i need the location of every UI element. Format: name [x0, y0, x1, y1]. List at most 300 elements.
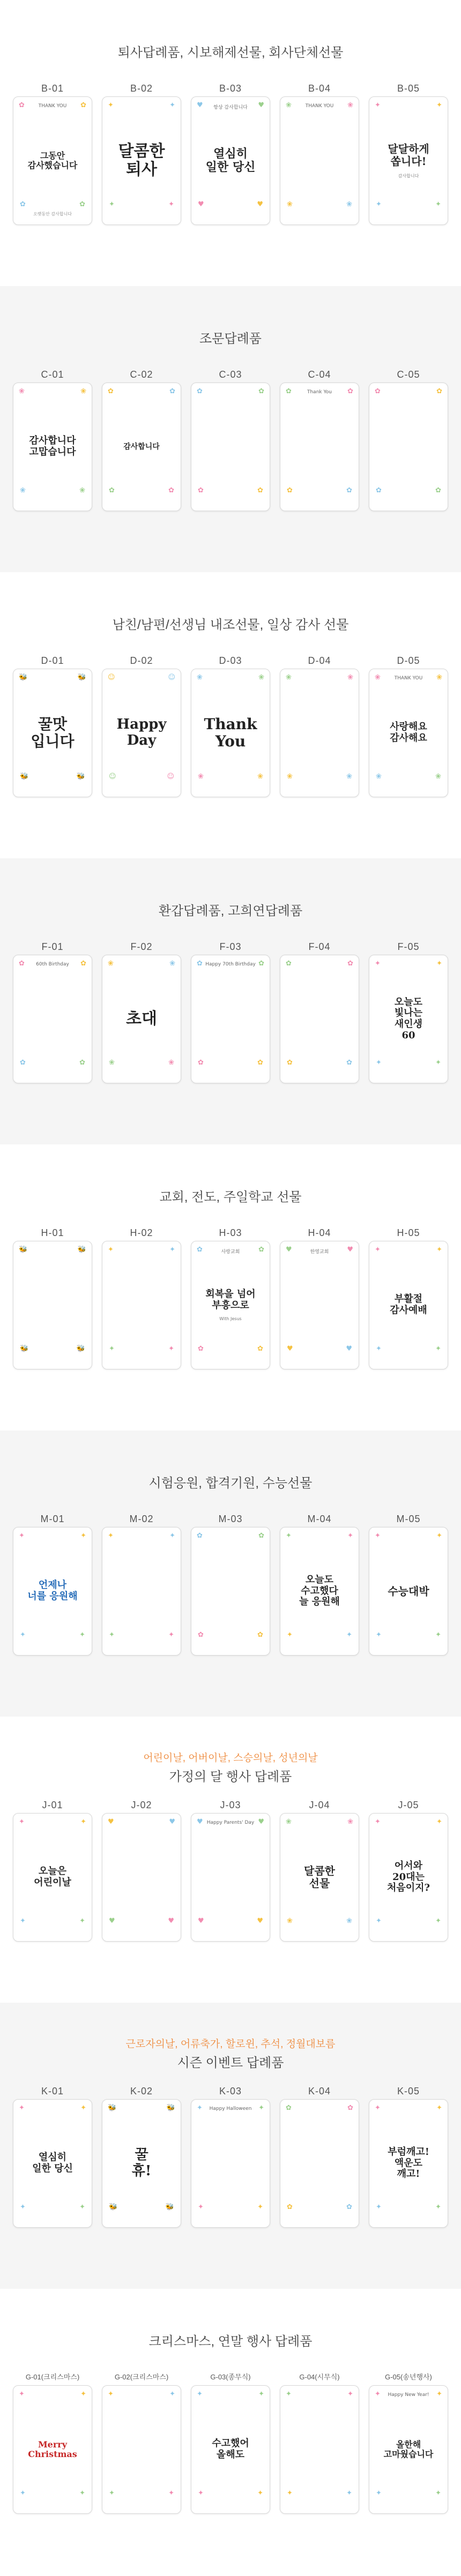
- section-title: 조문답례품: [199, 332, 262, 346]
- decoration-icon: ✿: [346, 486, 352, 495]
- card-message: 열심히 일한 당신: [32, 2152, 73, 2174]
- decoration-icon: ❀: [109, 1059, 115, 1067]
- product-card[interactable]: [280, 1813, 359, 1942]
- card-message: 어서와 20대는 처음이지?: [386, 1860, 430, 1894]
- product-code: K-03: [219, 2086, 242, 2096]
- product-code: H-01: [41, 1227, 64, 1238]
- decoration-icon: ✿: [258, 387, 264, 395]
- product-code: F-02: [130, 941, 153, 952]
- section-1: [0, 0, 461, 286]
- product-item[interactable]: [101, 939, 182, 1083]
- decoration-icon: ♥: [257, 200, 263, 208]
- product-card[interactable]: [102, 96, 181, 225]
- product-code: H-04: [308, 1227, 331, 1238]
- decoration-icon: ✦: [109, 2489, 115, 2497]
- decoration-icon: ✿: [286, 2104, 292, 2112]
- product-code: G-05(송년행사): [385, 2373, 432, 2381]
- product-item[interactable]: [368, 939, 449, 1083]
- decoration-icon: ✦: [436, 101, 442, 109]
- decoration-icon: ✦: [435, 1917, 441, 1925]
- decoration-icon: ✦: [169, 1246, 175, 1254]
- decoration-icon: ✦: [375, 101, 381, 109]
- decoration-icon: ✦: [376, 2203, 382, 2211]
- decoration-icon: ❀: [79, 486, 85, 495]
- card-sub-text: With Jesus: [219, 1316, 242, 1322]
- decoration-icon: ♥: [109, 1917, 115, 1925]
- product-code: G-03(종무식): [210, 2373, 251, 2381]
- product-item[interactable]: [279, 1511, 360, 1656]
- product-item[interactable]: [12, 939, 93, 1083]
- section-9: [0, 2289, 461, 2575]
- card-top-text: Happy Parents' Day: [206, 1820, 255, 1825]
- product-grid: [12, 1797, 449, 1942]
- decoration-icon: ✿: [197, 1246, 203, 1254]
- product-item[interactable]: [190, 1797, 271, 1942]
- card-top-text: Happy New Year!: [388, 2392, 429, 2398]
- decoration-icon: ✿: [287, 1059, 293, 1067]
- decoration-icon: 🐝: [165, 2203, 174, 2211]
- product-card[interactable]: [369, 383, 448, 511]
- product-card[interactable]: [102, 1527, 181, 1656]
- card-top-text: Happy Halloween: [209, 2106, 252, 2111]
- product-code: J-03: [220, 1800, 241, 1810]
- product-item[interactable]: [279, 1225, 360, 1369]
- decoration-icon: ✦: [436, 2104, 442, 2112]
- product-item[interactable]: [190, 2083, 271, 2228]
- decoration-icon: ✦: [346, 2489, 352, 2497]
- decoration-icon: 🐝: [19, 673, 28, 682]
- product-card[interactable]: [280, 96, 359, 225]
- decoration-icon: ❀: [435, 773, 441, 781]
- decoration-icon: ❀: [346, 200, 352, 208]
- product-code: J-01: [42, 1800, 63, 1810]
- decoration-icon: ❀: [198, 773, 204, 781]
- product-code: K-01: [41, 2086, 64, 2096]
- product-item[interactable]: [190, 80, 271, 225]
- product-item[interactable]: [12, 2369, 93, 2514]
- product-item[interactable]: [368, 2369, 449, 2514]
- decoration-icon: ❀: [80, 387, 86, 395]
- product-card[interactable]: [369, 955, 448, 1083]
- product-card[interactable]: [280, 1527, 359, 1656]
- decoration-icon: ✦: [79, 2203, 85, 2211]
- decoration-icon: ✦: [376, 200, 382, 208]
- product-item[interactable]: [12, 1511, 93, 1656]
- product-grid: [12, 939, 449, 1083]
- decoration-icon: ✿: [19, 960, 25, 968]
- decoration-icon: ✿: [198, 1059, 204, 1067]
- decoration-icon: 🐝: [76, 773, 85, 781]
- product-card[interactable]: [369, 1241, 448, 1369]
- product-item[interactable]: [12, 1797, 93, 1942]
- product-code: G-04(시무식): [299, 2373, 340, 2381]
- card-message: 감사합니다 고맙습니다: [29, 435, 76, 458]
- product-item[interactable]: [190, 1511, 271, 1656]
- product-item[interactable]: [368, 653, 449, 797]
- product-item[interactable]: [101, 1511, 182, 1656]
- product-item[interactable]: [101, 80, 182, 225]
- product-code: G-02(크리스마스): [114, 2373, 169, 2381]
- decoration-icon: ✦: [376, 1917, 382, 1925]
- product-item[interactable]: [12, 653, 93, 797]
- decoration-icon: ❀: [108, 960, 114, 968]
- product-card[interactable]: [280, 669, 359, 797]
- decoration-icon: ✦: [20, 2489, 26, 2497]
- decoration-icon: ✦: [375, 2390, 381, 2398]
- decoration-icon: ✿: [20, 1059, 26, 1067]
- product-item[interactable]: [12, 366, 93, 511]
- decoration-icon: ✿: [19, 101, 25, 109]
- decoration-icon: ✿: [169, 387, 175, 395]
- product-item[interactable]: [190, 653, 271, 797]
- decoration-icon: ✦: [287, 2489, 293, 2497]
- decoration-icon: ✦: [169, 2390, 175, 2398]
- product-card[interactable]: [280, 955, 359, 1083]
- decoration-icon: 🐝: [109, 2203, 118, 2211]
- product-item[interactable]: [368, 366, 449, 511]
- decoration-icon: ✿: [80, 960, 86, 968]
- product-card[interactable]: [102, 1241, 181, 1369]
- card-message: 부활절 감사예배: [390, 1293, 427, 1316]
- card-message: 회복을 넘어 부흥으로: [205, 1288, 256, 1311]
- product-code: B-04: [308, 83, 331, 94]
- product-item[interactable]: [368, 80, 449, 225]
- decoration-icon: ❀: [197, 673, 203, 682]
- decoration-icon: ✦: [80, 2104, 86, 2112]
- product-item[interactable]: [279, 1797, 360, 1942]
- product-code: M-04: [307, 1514, 332, 1524]
- product-code: D-03: [219, 655, 242, 666]
- decoration-icon: ✦: [109, 200, 115, 208]
- product-card[interactable]: [102, 1813, 181, 1942]
- product-code: D-04: [308, 655, 331, 666]
- product-item[interactable]: [279, 80, 360, 225]
- product-item[interactable]: [190, 2369, 271, 2514]
- decoration-icon: ✦: [168, 2489, 174, 2497]
- product-card[interactable]: [102, 2385, 181, 2514]
- product-item[interactable]: [368, 1511, 449, 1656]
- decoration-icon: ✦: [20, 2203, 26, 2211]
- card-message: Merry Christmas: [28, 2439, 77, 2459]
- decoration-icon: ❀: [286, 101, 292, 109]
- decoration-icon: 🐝: [108, 2104, 117, 2112]
- decoration-icon: ♥: [258, 1818, 264, 1826]
- card-message: 그동안 감사했습니다: [27, 150, 78, 170]
- decoration-icon: ✦: [20, 1917, 26, 1925]
- decoration-icon: ✦: [435, 200, 441, 208]
- product-card[interactable]: [191, 669, 270, 797]
- product-card[interactable]: [280, 2385, 359, 2514]
- decoration-icon: ✿: [376, 486, 382, 495]
- product-card[interactable]: [191, 1527, 270, 1656]
- product-item[interactable]: [279, 2369, 360, 2514]
- decoration-icon: ✦: [79, 2489, 85, 2497]
- decoration-icon: ✿: [257, 1631, 263, 1639]
- decoration-icon: ✦: [108, 1532, 114, 1540]
- product-code: B-01: [41, 83, 64, 94]
- decoration-icon: ❀: [286, 1818, 292, 1826]
- product-card[interactable]: [191, 2385, 270, 2514]
- section-subtitle: 근로자의날, 어류축가, 할로윈, 추석, 정월대보름: [125, 2039, 336, 2050]
- product-item[interactable]: [368, 2083, 449, 2228]
- decoration-icon: ✦: [436, 1246, 442, 1254]
- decoration-icon: ✿: [80, 101, 86, 109]
- product-card[interactable]: [369, 669, 448, 797]
- decoration-icon: ♥: [198, 200, 204, 208]
- card-message: 언제나 너를 응원해: [27, 1579, 78, 1602]
- product-code: K-02: [130, 2086, 153, 2096]
- decoration-icon: ✦: [435, 1059, 441, 1067]
- product-item[interactable]: [279, 366, 360, 511]
- product-item[interactable]: [368, 1225, 449, 1369]
- decoration-icon: ✦: [287, 1631, 293, 1639]
- product-card[interactable]: [280, 1241, 359, 1369]
- decoration-icon: ✿: [79, 1059, 85, 1067]
- product-item[interactable]: [101, 366, 182, 511]
- decoration-icon: ✦: [257, 2203, 263, 2211]
- decoration-icon: ☺: [108, 673, 115, 682]
- decoration-icon: ♥: [198, 1917, 204, 1925]
- decoration-icon: ✦: [198, 2203, 204, 2211]
- decoration-icon: ✿: [347, 2104, 353, 2112]
- product-item[interactable]: [368, 1797, 449, 1942]
- decoration-icon: ❀: [375, 673, 381, 682]
- product-code: F-05: [397, 941, 420, 952]
- card-message: Thank You: [204, 715, 257, 750]
- section-title: 환갑답례품, 고희연답례품: [158, 904, 303, 918]
- product-code: H-05: [397, 1227, 420, 1238]
- decoration-icon: ✦: [109, 1345, 115, 1353]
- product-card[interactable]: [191, 2099, 270, 2228]
- section-title: 가정의 달 행사 답례품: [169, 1770, 292, 1784]
- card-top-text: Happy 70th Birthday: [205, 962, 256, 967]
- product-item[interactable]: [12, 1225, 93, 1369]
- decoration-icon: ✿: [197, 1532, 203, 1540]
- decoration-icon: ✦: [436, 960, 442, 968]
- product-grid: [12, 80, 449, 225]
- product-card[interactable]: [13, 1241, 92, 1369]
- product-card[interactable]: [13, 96, 92, 225]
- decoration-icon: ✦: [286, 2390, 292, 2398]
- product-grid: [12, 366, 449, 511]
- product-item[interactable]: [101, 653, 182, 797]
- product-card[interactable]: [280, 2099, 359, 2228]
- product-card[interactable]: [102, 383, 181, 511]
- decoration-icon: ✿: [346, 2203, 352, 2211]
- product-card[interactable]: [13, 669, 92, 797]
- product-card[interactable]: [13, 1527, 92, 1656]
- card-top-text: 항상 감사합니다: [213, 105, 248, 110]
- decoration-icon: ✦: [436, 1532, 442, 1540]
- decoration-icon: 🐝: [76, 1345, 85, 1353]
- decoration-icon: ✦: [376, 2489, 382, 2497]
- decoration-icon: ❀: [376, 773, 382, 781]
- decoration-icon: ❀: [286, 673, 292, 682]
- product-code: C-01: [41, 369, 64, 380]
- product-grid: [12, 653, 449, 797]
- decoration-icon: ✿: [168, 486, 174, 495]
- decoration-icon: ✦: [168, 1631, 174, 1639]
- section-title: 퇴사답례품, 시보해제선물, 회사단체선물: [117, 46, 344, 60]
- decoration-icon: ✦: [108, 1246, 114, 1254]
- decoration-icon: ✿: [198, 1631, 204, 1639]
- product-card[interactable]: [191, 955, 270, 1083]
- decoration-icon: 🐝: [20, 773, 29, 781]
- decoration-icon: ❀: [346, 1917, 352, 1925]
- decoration-icon: ❀: [347, 1818, 353, 1826]
- decoration-icon: ✿: [258, 960, 264, 968]
- decoration-icon: ❀: [347, 673, 353, 682]
- decoration-icon: ✦: [376, 1345, 382, 1353]
- decoration-icon: ✦: [375, 1246, 381, 1254]
- decoration-icon: 🐝: [77, 673, 86, 682]
- decoration-icon: ✦: [169, 101, 175, 109]
- product-code: B-05: [397, 83, 420, 94]
- decoration-icon: ✿: [20, 200, 26, 208]
- decoration-icon: ✿: [79, 200, 85, 208]
- product-grid: [12, 2369, 449, 2514]
- section-title: 시험응원, 합격기원, 수능선물: [148, 1476, 313, 1491]
- product-code: M-02: [129, 1514, 154, 1524]
- decoration-icon: ✦: [435, 1631, 441, 1639]
- decoration-icon: ♥: [197, 1818, 203, 1826]
- decoration-icon: ❀: [20, 486, 26, 495]
- decoration-icon: ✦: [436, 2390, 442, 2398]
- product-card[interactable]: [13, 1813, 92, 1942]
- product-card[interactable]: [191, 383, 270, 511]
- decoration-icon: ✦: [80, 1818, 86, 1826]
- product-code: C-03: [219, 369, 242, 380]
- section-title: 시즌 이벤트 답례품: [177, 2056, 284, 2070]
- decoration-icon: ✦: [258, 2104, 264, 2112]
- product-card[interactable]: [369, 2099, 448, 2228]
- product-item[interactable]: [279, 2083, 360, 2228]
- decoration-icon: ☺: [167, 773, 174, 781]
- decoration-icon: ✿: [346, 1059, 352, 1067]
- product-card[interactable]: [102, 669, 181, 797]
- product-item[interactable]: [190, 939, 271, 1083]
- card-top-text: 60th Birthday: [36, 962, 69, 967]
- product-item[interactable]: [101, 1225, 182, 1369]
- decoration-icon: ❀: [169, 960, 175, 968]
- decoration-icon: ✿: [257, 486, 263, 495]
- card-top-text: THANK YOU: [394, 676, 423, 681]
- product-card[interactable]: [369, 1813, 448, 1942]
- decoration-icon: ♥: [169, 1818, 175, 1826]
- product-card[interactable]: [13, 955, 92, 1083]
- decoration-icon: ✦: [435, 1345, 441, 1353]
- decoration-icon: ✦: [347, 2390, 353, 2398]
- card-message: 달콤한 선물: [304, 1864, 335, 1890]
- product-code: J-04: [309, 1800, 330, 1810]
- decoration-icon: ✦: [197, 2104, 203, 2112]
- product-card[interactable]: [13, 383, 92, 511]
- decoration-icon: ✦: [375, 2104, 381, 2112]
- product-item[interactable]: [279, 939, 360, 1083]
- decoration-icon: ✦: [80, 1532, 86, 1540]
- decoration-icon: ✿: [375, 387, 381, 395]
- product-card[interactable]: [102, 955, 181, 1083]
- decoration-icon: ✦: [376, 1631, 382, 1639]
- product-code: M-05: [396, 1514, 421, 1524]
- card-message: 수고했어 올해도: [212, 2438, 249, 2460]
- product-card[interactable]: [369, 96, 448, 225]
- decoration-icon: ✦: [19, 1818, 25, 1826]
- product-card[interactable]: [191, 96, 270, 225]
- decoration-icon: ✿: [436, 387, 442, 395]
- card-bottom-text: 오랫동안 감사합니다: [33, 212, 72, 216]
- decoration-icon: ♥: [258, 101, 264, 109]
- product-grid: [12, 1225, 449, 1369]
- decoration-icon: ❀: [287, 1917, 293, 1925]
- section-3: [0, 572, 461, 858]
- section-8: [0, 2003, 461, 2289]
- decoration-icon: ♥: [108, 1818, 114, 1826]
- product-card[interactable]: [191, 1813, 270, 1942]
- card-message: 꿀 휴!: [131, 2147, 152, 2179]
- decoration-icon: ✦: [197, 2390, 203, 2398]
- product-code: D-01: [41, 655, 64, 666]
- product-item[interactable]: [101, 2369, 182, 2514]
- product-card[interactable]: [13, 2099, 92, 2228]
- decoration-icon: ✿: [198, 486, 204, 495]
- decoration-icon: ✿: [258, 1532, 264, 1540]
- decoration-icon: ✿: [198, 1345, 204, 1353]
- card-message: 사랑해요 감사해요: [390, 721, 427, 744]
- card-top-text: Thank You: [307, 390, 332, 395]
- card-message: 오늘도 빛나는 새인생 60: [394, 996, 423, 1041]
- section-title: 크리스마스, 연말 행사 답례품: [148, 2334, 313, 2349]
- product-card[interactable]: [369, 2385, 448, 2514]
- product-code: C-02: [130, 369, 153, 380]
- product-item[interactable]: [12, 2083, 93, 2228]
- product-item[interactable]: [12, 80, 93, 225]
- product-code: F-01: [41, 941, 64, 952]
- decoration-icon: ✦: [375, 1532, 381, 1540]
- decoration-icon: ♥: [287, 1345, 293, 1353]
- decoration-icon: ✦: [169, 1532, 175, 1540]
- decoration-icon: ✦: [258, 2390, 264, 2398]
- decoration-icon: ✦: [168, 200, 174, 208]
- product-code: B-03: [219, 83, 242, 94]
- decoration-icon: ❀: [346, 773, 352, 781]
- decoration-icon: ❀: [258, 673, 264, 682]
- decoration-icon: ✦: [79, 1917, 85, 1925]
- card-message: 수능대박: [388, 1584, 429, 1598]
- product-item[interactable]: [101, 1797, 182, 1942]
- product-code: D-02: [130, 655, 153, 666]
- product-card[interactable]: [102, 2099, 181, 2228]
- product-card[interactable]: [280, 383, 359, 511]
- section-subtitle: 어린이날, 어버이날, 스승의날, 성년의날: [143, 1753, 318, 1764]
- decoration-icon: ✦: [19, 2390, 25, 2398]
- decoration-icon: ✿: [258, 1246, 264, 1254]
- decoration-icon: 🐝: [166, 2104, 175, 2112]
- decoration-icon: ♥: [286, 1246, 292, 1254]
- product-item[interactable]: [279, 653, 360, 797]
- product-item[interactable]: [101, 2083, 182, 2228]
- card-message: 열심히 일한 당신: [205, 146, 256, 174]
- product-card[interactable]: [191, 1241, 270, 1369]
- product-code: F-03: [219, 941, 242, 952]
- product-card[interactable]: [369, 1527, 448, 1656]
- decoration-icon: 🐝: [20, 1345, 29, 1353]
- product-item[interactable]: [190, 366, 271, 511]
- decoration-icon: ✦: [436, 1818, 442, 1826]
- decoration-icon: ✿: [435, 486, 441, 495]
- product-card[interactable]: [13, 2385, 92, 2514]
- product-item[interactable]: [190, 1225, 271, 1369]
